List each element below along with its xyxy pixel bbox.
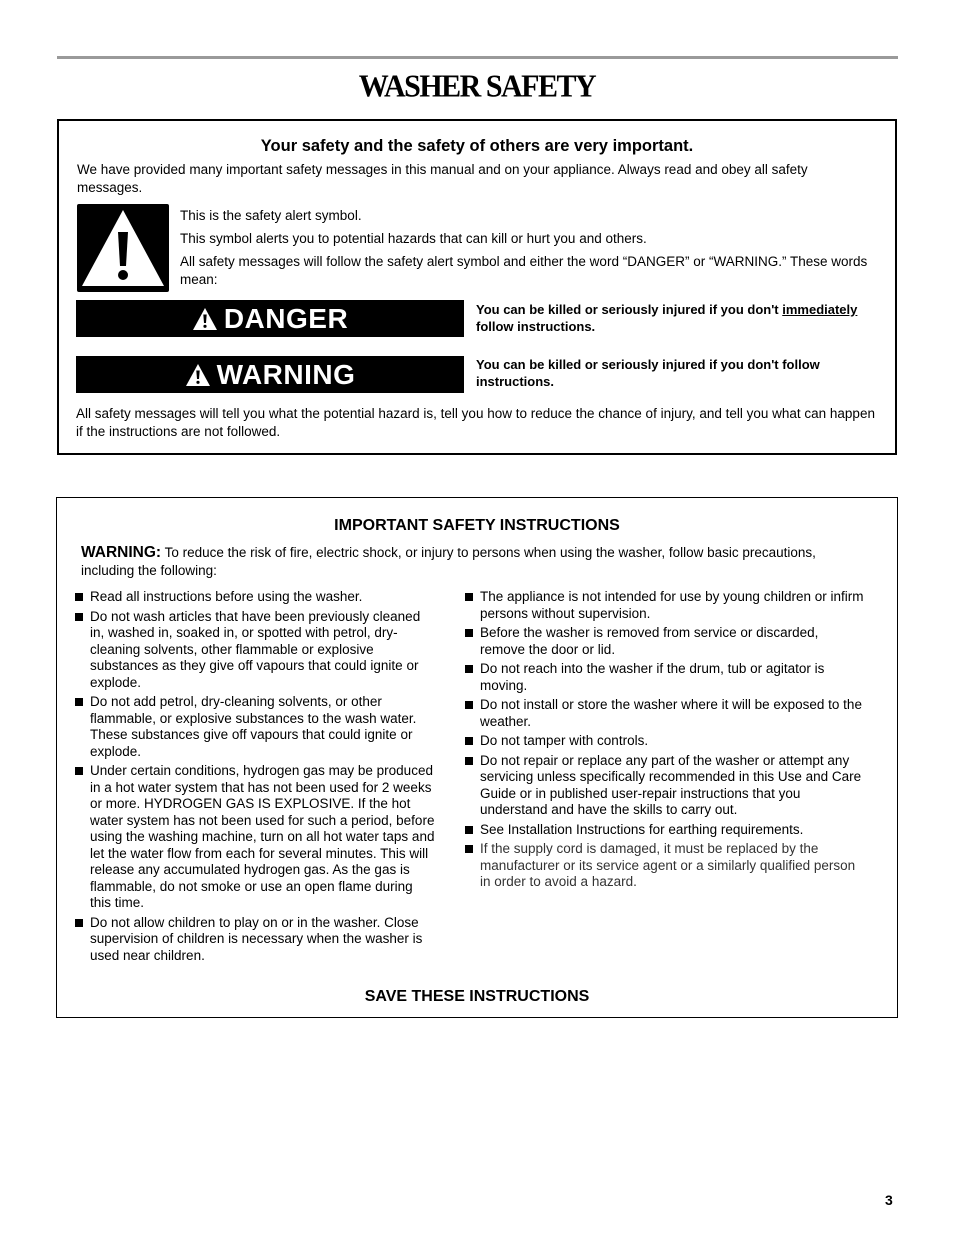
alert-explanation: [180, 207, 880, 294]
save-instructions-footer: SAVE THESE INSTRUCTIONS: [364, 988, 590, 1005]
safety-alert-box: [57, 119, 897, 455]
important-safety-instructions-box: [56, 497, 898, 1018]
safety-heading: Your safety and the safety of others are very important.: [260, 137, 694, 155]
list-item: Do not repair or replace any part of the washer or attempt any servicing unless specifically recommended in this Use and Care Guide or in published user-repair instructions that you understand and have the skills to carry out.: [465, 753, 865, 819]
alert-line: This is the safety alert symbol.: [180, 208, 362, 223]
safety-outro: All safety messages will tell you what the potential hazard is, tell you how to reduce the chance of injury, and tell you what can happen if the instructions are not followed.: [76, 406, 875, 439]
danger-signal-panel: [76, 300, 464, 337]
warning-description: You can be killed or seriously injured if you don't follow instructions.: [476, 357, 820, 389]
list-item: Do not tamper with controls.: [465, 733, 865, 750]
instructions-warning: WARNING: To reduce the risk of fire, electric shock, or injury to persons when using the washer, follow basic precautions, including the following:: [81, 544, 816, 578]
list-item: Do not reach into the washer if the drum, tub or agitator is moving.: [465, 661, 865, 694]
warning-triangle-icon: [192, 307, 218, 331]
warning-prefix: WARNING:: [81, 544, 162, 561]
list-item: Do not wash articles that have been previously cleaned in, washed in, soaked in, or spotted with petrol, dry-cleaning solvents, other flammable or explosive substances as they give off vapours that could ignite or explode.: [75, 609, 437, 692]
list-item: Read all instructions before using the washer.: [75, 589, 437, 606]
warning-signal-panel: [76, 356, 464, 393]
list-item: Before the washer is removed from service or discarded, remove the door or lid.: [465, 625, 865, 658]
safety-alert-icon: [77, 204, 169, 292]
alert-line: All safety messages will follow the safety alert symbol and either the word “DANGER” or “WARNING.” These words mean:: [180, 254, 868, 287]
instructions-heading: IMPORTANT SAFETY INSTRUCTIONS: [334, 517, 620, 534]
alert-line: This symbol alerts you to potential hazards that can kill or hurt you and others.: [180, 231, 647, 246]
page-title: WASHER SAFETY: [358, 69, 596, 104]
list-item: Do not allow children to play on or in the washer. Close supervision of children is necessary when the washer is used near children.: [75, 915, 437, 965]
warning-triangle-icon: [185, 363, 211, 387]
warning-label: WARNING: [216, 358, 356, 390]
list-item: If the supply cord is damaged, it must be replaced by the manufacturer or its service agent or a similarly qualified person in order to avoid a hazard.: [465, 841, 865, 891]
danger-description: You can be killed or seriously injured if you don't immediately follow instructions.: [476, 302, 858, 334]
safety-intro: We have provided many important safety messages in this manual and on your appliance. Always read and obey all safety messages.: [77, 162, 808, 195]
list-item: Under certain conditions, hydrogen gas may be produced in a hot water system that has not been used for 2 weeks or more. HYDROGEN GAS IS EXPLOSIVE. If the hot water system has not been used for such a period, before using the washing machine, turn on all hot water taps and let the water flow from each for several minutes. This will release any accumulated hydrogen gas. As the gas is flammable, do not smoke or use an open flame during this time.: [75, 763, 437, 912]
list-item: See Installation Instructions for earthing requirements.: [465, 822, 865, 839]
instructions-right-column: [465, 589, 865, 894]
list-item: The appliance is not intended for use by young children or infirm persons without supervision.: [465, 589, 865, 622]
list-item: Do not add petrol, dry-cleaning solvents, or other flammable, or explosive substances to the wash water. These substances give off vapours that could ignite or explode.: [75, 694, 437, 760]
list-item: Do not install or store the washer where it will be exposed to the weather.: [465, 697, 865, 730]
top-rule: [57, 56, 898, 59]
danger-label: DANGER: [223, 302, 349, 334]
instructions-left-column: [75, 589, 437, 967]
page-number: 3: [885, 1192, 893, 1208]
